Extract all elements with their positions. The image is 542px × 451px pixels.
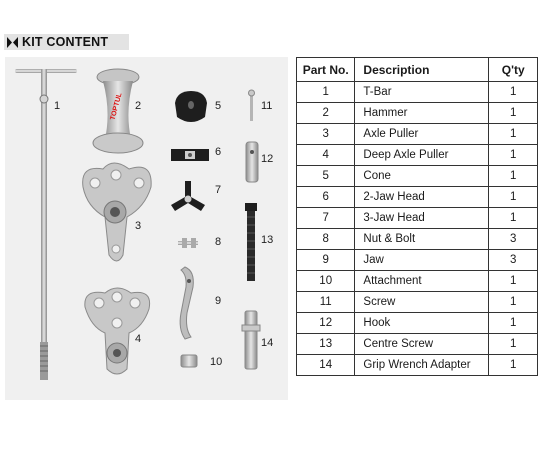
part-no: 9: [297, 250, 355, 271]
grip-wrench-adapter-part: [242, 311, 260, 369]
callout-10: 10: [210, 356, 223, 368]
part-description: 2-Jaw Head: [355, 187, 489, 208]
part-description: Deep Axle Puller: [355, 145, 489, 166]
part-description: Centre Screw: [355, 334, 489, 355]
part-quantity: 1: [489, 82, 538, 103]
table-row: [297, 208, 538, 229]
kit-content-header: [4, 34, 129, 50]
part-quantity: 1: [489, 208, 538, 229]
header-description: Description: [355, 58, 489, 82]
centre-screw-part: [245, 203, 257, 281]
part-quantity: 1: [489, 145, 538, 166]
table-row: [297, 334, 538, 355]
screw-part: [249, 90, 255, 121]
part-no: 2: [297, 103, 355, 124]
table-row: [297, 103, 538, 124]
table-row: [297, 250, 538, 271]
part-description: Cone: [355, 166, 489, 187]
part-quantity: 1: [489, 103, 538, 124]
part-description: Jaw: [355, 250, 489, 271]
callout-5: 5: [215, 100, 222, 112]
hook-part: [246, 142, 258, 182]
deep-axle-puller-part: [85, 288, 150, 374]
header-part-no: Part No.: [297, 58, 355, 82]
part-no: 8: [297, 229, 355, 250]
kit-contents-illustration: [5, 57, 288, 400]
cone-part: [175, 91, 207, 122]
kit-content-table: [296, 57, 538, 376]
part-no: 10: [297, 271, 355, 292]
part-description: Nut & Bolt: [355, 229, 489, 250]
callout-3: 3: [135, 220, 142, 232]
callout-9: 9: [215, 295, 222, 307]
part-no: 6: [297, 187, 355, 208]
part-no: 11: [297, 292, 355, 313]
part-no: 14: [297, 355, 355, 376]
table-row: [297, 166, 538, 187]
callout-12: 12: [261, 153, 274, 165]
callout-14: 14: [261, 337, 274, 349]
table-row: [297, 229, 538, 250]
kit-content-icon: [7, 37, 18, 48]
callout-1: 1: [54, 100, 61, 112]
table-row: [297, 292, 538, 313]
header-quantity: Q'ty: [489, 58, 538, 82]
table-row: [297, 313, 538, 334]
part-description: Attachment: [355, 271, 489, 292]
table-row: [297, 82, 538, 103]
2-jaw-head-part: [171, 149, 209, 161]
part-quantity: 1: [489, 292, 538, 313]
part-quantity: 1: [489, 166, 538, 187]
toptul-brand-mark: TOPTUL: [109, 92, 124, 121]
part-no: 3: [297, 124, 355, 145]
part-quantity: 3: [489, 250, 538, 271]
part-description: Hammer: [355, 103, 489, 124]
part-no: 12: [297, 313, 355, 334]
part-quantity: 3: [489, 229, 538, 250]
kit-contents-photo: [5, 57, 288, 400]
axle-puller-part: [83, 163, 151, 261]
table-row: [297, 187, 538, 208]
part-quantity: 1: [489, 124, 538, 145]
table-header-row: [297, 58, 538, 82]
t-bar-part: [15, 69, 77, 380]
part-quantity: 1: [489, 334, 538, 355]
part-quantity: 1: [489, 187, 538, 208]
attachment-part: [181, 355, 197, 367]
jaw-part: [180, 267, 193, 339]
part-description: T-Bar: [355, 82, 489, 103]
table-row: [297, 124, 538, 145]
callout-8: 8: [215, 236, 222, 248]
part-no: 5: [297, 166, 355, 187]
table-row: [297, 145, 538, 166]
nut-and-bolt-part: [178, 238, 198, 248]
kit-content-title: KIT CONTENT: [22, 35, 109, 49]
table-row: [297, 271, 538, 292]
part-no: 13: [297, 334, 355, 355]
table-row: [297, 355, 538, 376]
callout-6: 6: [215, 146, 222, 158]
part-quantity: 1: [489, 271, 538, 292]
part-description: Axle Puller: [355, 124, 489, 145]
part-description: Screw: [355, 292, 489, 313]
3-jaw-head-part: [171, 181, 205, 211]
part-no: 7: [297, 208, 355, 229]
callout-7: 7: [215, 184, 222, 196]
part-description: Grip Wrench Adapter: [355, 355, 489, 376]
part-description: Hook: [355, 313, 489, 334]
part-description: 3-Jaw Head: [355, 208, 489, 229]
part-quantity: 1: [489, 355, 538, 376]
callout-4: 4: [135, 333, 142, 345]
callout-11: 11: [261, 100, 273, 112]
part-quantity: 1: [489, 313, 538, 334]
part-no: 1: [297, 82, 355, 103]
part-no: 4: [297, 145, 355, 166]
callout-2: 2: [135, 100, 142, 112]
callout-13: 13: [261, 234, 274, 246]
